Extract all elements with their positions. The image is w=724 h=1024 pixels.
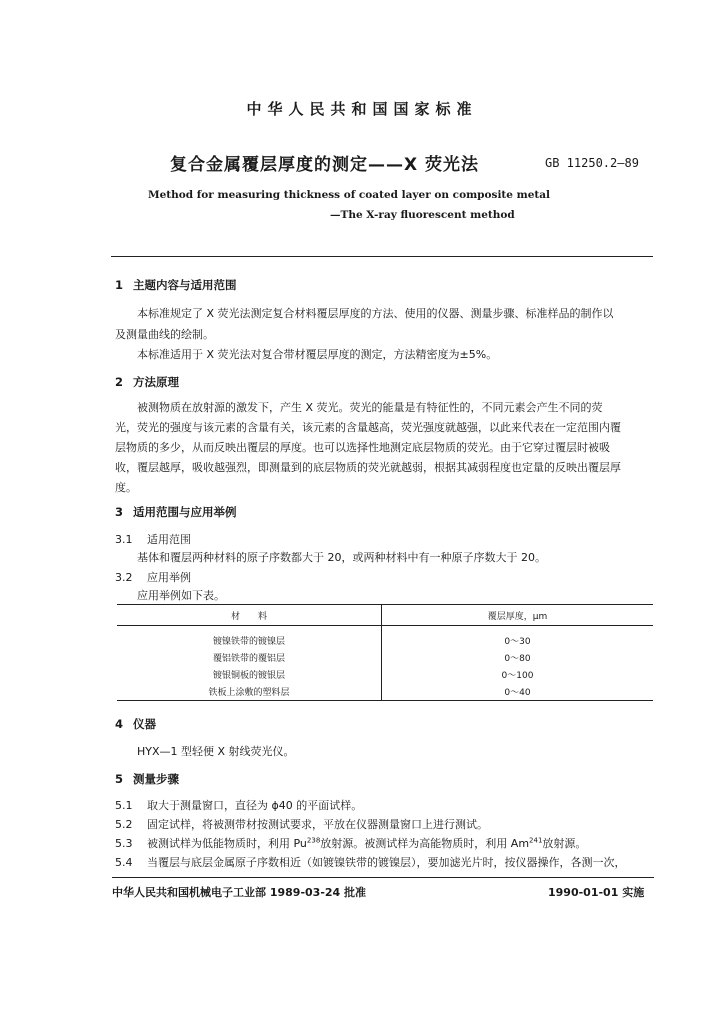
section-3-title: 适用范围与应用举例 <box>133 505 237 519</box>
subsection-3-1-title: 适用范围 <box>147 533 191 546</box>
header-material: 材 料 <box>117 605 382 626</box>
step-text: 固定试样，将被测带材按测试要求，平放在仪器测量窗口上进行测试。 <box>147 818 488 831</box>
section-2-heading <box>115 374 179 390</box>
table-row <box>117 649 653 666</box>
cell-material: 覆铝铁带的覆铝层 <box>117 649 382 666</box>
step-text-part: 放射源。被测试样为高能物质时，利用 Am <box>320 837 530 850</box>
isotope-superscript: 241 <box>529 836 543 845</box>
cell-thickness: 0～100 <box>501 671 534 681</box>
section-2-line: 收，覆层越厚，吸收越强烈，即测量到的底层物质的荧光就越弱，根据其减弱程度也定量的反映出覆层厚 <box>115 461 621 474</box>
cell-thickness: 0～30 <box>504 637 531 647</box>
approval-line: 中华人民共和国机械电子工业部 1989-03-24 批准 <box>112 886 367 899</box>
isotope-superscript: 238 <box>306 836 321 845</box>
section-1-paragraph-2: 本标准适用于 X 荧光法对复合带材覆层厚度的测定，方法精密度为±5%。 <box>137 348 498 361</box>
table-row <box>117 666 653 683</box>
application-table <box>117 604 653 701</box>
table-row <box>117 626 653 650</box>
section-1-heading <box>115 277 237 293</box>
step-text-part: 放射源。 <box>542 837 587 850</box>
subsection-3-2-text: 应用举例如下表。 <box>137 589 225 602</box>
step-5-3 <box>115 835 586 851</box>
step-5-2 <box>115 816 488 832</box>
section-4-number: 4 <box>115 717 124 731</box>
section-5-title: 测量步骤 <box>133 772 179 786</box>
section-2-line: 光，荧光的强度与该元素的含量有关，该元素的含量越高，荧光强度就越强，以此来代表在一定范围内覆 <box>115 421 621 434</box>
subsection-3-2-heading <box>115 569 191 585</box>
step-number: 5.2 <box>115 818 133 831</box>
national-standard-header: 中华人民共和国国家标准 <box>246 100 478 118</box>
step-number: 5.1 <box>115 799 133 812</box>
step-number: 5.4 <box>115 856 133 869</box>
step-text: 取大于测量窗口，直径为 ϕ40 的平面试样。 <box>147 799 363 812</box>
section-2-title: 方法原理 <box>133 375 179 389</box>
section-4-heading <box>115 716 156 732</box>
section-1-paragraph-1-line-1: 本标准规定了 X 荧光法测定复合材料覆层厚度的方法、使用的仪器、测量步骤、标准样品的制作以 <box>137 307 614 320</box>
cell-thickness: 0～40 <box>382 683 654 701</box>
cell-material: 镀镍铁带的镀镍层 <box>117 626 382 650</box>
title-english-line2: —The X-ray fluorescent method <box>330 209 515 221</box>
section-4-title: 仪器 <box>133 717 156 731</box>
standard-number: GB 11250.2—89 <box>545 156 639 170</box>
title-chinese: 复合金属覆层厚度的测定——X 荧光法 <box>170 155 480 175</box>
section-3-number: 3 <box>115 505 124 519</box>
section-2-line: 度。 <box>115 481 137 494</box>
section-5-heading <box>115 771 179 787</box>
top-divider <box>111 256 653 257</box>
section-3-heading <box>115 504 237 520</box>
header-thickness: 覆层厚度，μm <box>382 605 654 626</box>
cell-material: 铁板上涂敷的塑料层 <box>117 683 382 701</box>
section-5-number: 5 <box>115 772 124 786</box>
cell-thickness: 0～80 <box>504 654 531 664</box>
subsection-3-2-number: 3.2 <box>115 571 133 584</box>
cell-material: 镀银铜板的镀银层 <box>117 666 382 683</box>
step-number: 5.3 <box>115 837 133 850</box>
subsection-3-1-text: 基体和覆层两种材料的原子序数都大于 20，或两种材料中有一种原子序数大于 20。 <box>137 551 546 564</box>
table-row <box>117 683 653 701</box>
section-1-number: 1 <box>115 278 124 292</box>
step-5-1 <box>115 797 362 813</box>
section-1-title: 主题内容与适用范围 <box>133 278 237 292</box>
subsection-3-1-heading <box>115 531 191 547</box>
table-header-row <box>117 605 653 626</box>
bottom-divider <box>112 877 654 878</box>
title-english-line1: Method for measuring thickness of coated layer on composite metal <box>148 189 551 201</box>
subsection-3-2-title: 应用举例 <box>147 571 191 584</box>
effective-date: 1990-01-01 实施 <box>548 886 645 899</box>
step-text: 当覆层与底层金属原子序数相近（如镀镍铁带的镀镍层），要加滤光片时，按仪器操作，各测一次， <box>147 856 626 869</box>
section-4-text: HYX—1 型轻便 X 射线荧光仪。 <box>137 745 295 758</box>
step-5-4 <box>115 854 626 870</box>
section-1-paragraph-1-line-2: 及测量曲线的绘制。 <box>115 328 214 341</box>
step-text-part: 被测试样为低能物质时，利用 Pu <box>147 837 307 850</box>
section-2-number: 2 <box>115 375 124 389</box>
section-2-line: 层物质的多少，从而反映出覆层的厚度。也可以选择性地测定底层物质的荧光。由于它穿过覆层时被吸 <box>115 441 610 454</box>
section-2-line: 被测物质在放射源的激发下，产生 X 荧光。荧光的能量是有特征性的，不同元素会产生不同的荧 <box>137 401 603 414</box>
subsection-3-1-number: 3.1 <box>115 533 133 546</box>
